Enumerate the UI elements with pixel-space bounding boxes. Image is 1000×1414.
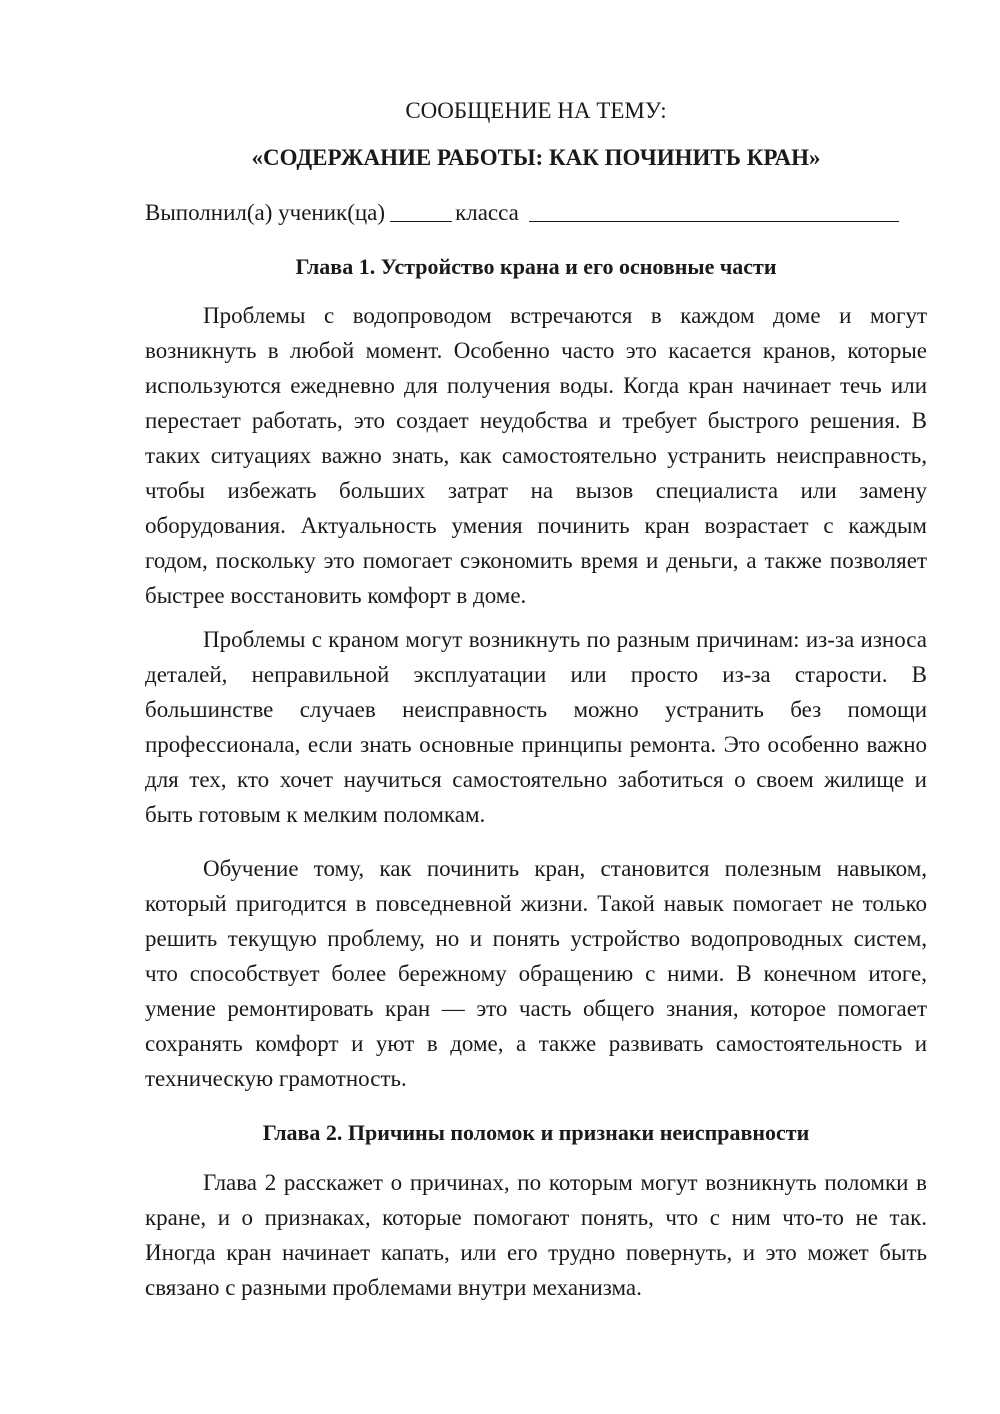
name-blank (529, 201, 899, 222)
chapter2-paragraph: Глава 2 расскажет о причинах, по которым могут возникнуть поломки в кране, и о признаках, которые помогают понять, что с ним что-то не так. Иногда кран начинает капать, или его трудно повернуть, и это может быть связано с разными проблемами внутри механизма. (145, 1170, 927, 1300)
author-label: Выполнил(а) ученик(ца) (145, 200, 386, 225)
chapter1-paragraph: Проблемы с краном могут возникнуть по разным причинам: из-за износа деталей, неправильной эксплуатации или просто из-за старости. В большинстве случаев неисправность можно устранить без помощи профессионала, если знать основные принципы ремонта. Это особенно важно для тех, кто хочет научиться самостоятельно заботиться о своем жилище и быть готовым к мелким поломкам. (145, 627, 927, 827)
class-label: класса (455, 200, 519, 225)
grade-blank (390, 201, 452, 222)
author-line (145, 198, 927, 228)
chapter1-paragraph: Проблемы с водопроводом встречаются в каждом доме и могут возникнуть в любой момент. Особенно часто это касается кранов, которые используются ежедневно для получения воды. Когда кран начинает течь или перестает работать, это создает неудобства и требует быстрого решения. В таких ситуациях важно знать, как самостоятельно устранить неисправность, чтобы избежать больших затрат на вызов специалиста или замену оборудования. Актуальность умения починить кран возрастает с каждым годом, поскольку это помогает сэкономить время и деньги, а также позволяет быстрее восстановить комфорт в доме. (145, 303, 927, 608)
chapter1-paragraph: Обучение тому, как починить кран, становится полезным навыком, который пригодится в повседневной жизни. Такой навык помогает не только решить текущую проблему, но и понять устройство водопроводных систем, что способствует более бережному обращению с ними. В конечном итоге, умение ремонтировать кран — это часть общего знания, которое помогает сохранять комфорт и уют в доме, а также развивать самостоятельность и техническую грамотность. (145, 856, 927, 1091)
document-page (145, 0, 927, 1414)
document-title-line1: СООБЩЕНИЕ НА ТЕМУ: (405, 98, 667, 123)
document-title-line2: «СОДЕРЖАНИЕ РАБОТЫ: КАК ПОЧИНИТЬ КРАН» (251, 145, 821, 170)
chapter1-heading: Глава 1. Устройство крана и его основные части (295, 254, 777, 279)
chapter2-heading: Глава 2. Причины поломок и признаки неисправности (262, 1120, 810, 1145)
